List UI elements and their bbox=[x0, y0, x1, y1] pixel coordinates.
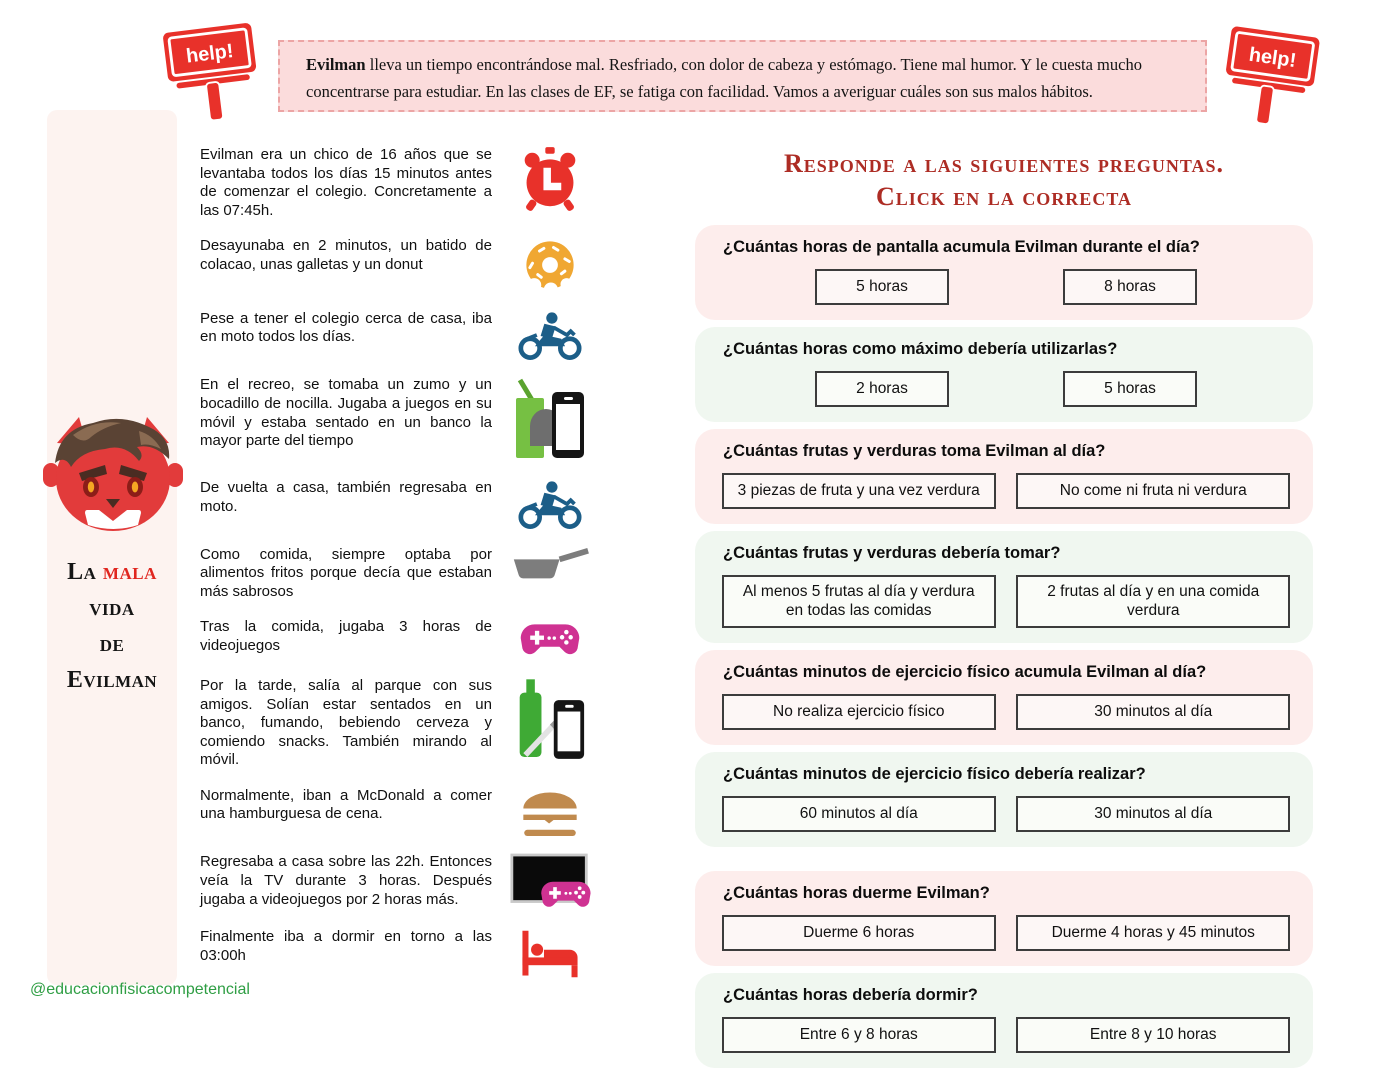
quiz-column bbox=[695, 148, 1313, 1068]
question-text: ¿Cuántas horas de pantalla acumula Evilman durante el día? bbox=[723, 238, 1200, 256]
question-text: ¿Cuántas horas debería dormir? bbox=[723, 985, 978, 1004]
options-row bbox=[715, 575, 1297, 628]
title-evilman: Evilman bbox=[66, 667, 158, 693]
help-sign-icon bbox=[1211, 17, 1328, 134]
option-button[interactable]: 30 minutos al día bbox=[1016, 796, 1290, 832]
question-panel bbox=[695, 531, 1313, 643]
story-text: Tras la comida, jugaba 3 horas de videojuegos bbox=[200, 618, 492, 654]
option-button[interactable]: No realiza ejercicio físico bbox=[722, 694, 996, 730]
option-button[interactable]: No come ni fruta ni verdura bbox=[1016, 473, 1290, 509]
story-text: Finalmente iba a dormir en torno a las 03:00h bbox=[200, 928, 492, 964]
story-item bbox=[200, 146, 598, 220]
svg-text:help!: help! bbox=[1247, 43, 1298, 73]
option-button[interactable]: Entre 8 y 10 horas bbox=[1016, 1017, 1290, 1053]
story-item bbox=[200, 237, 598, 293]
story-item bbox=[200, 479, 598, 529]
options-row bbox=[715, 269, 1297, 305]
option-button[interactable]: 2 frutas al día y en una comida verdura bbox=[1016, 575, 1290, 628]
question-panel bbox=[695, 650, 1313, 745]
story-text: Como comida, siempre optaba por alimentos fritos porque decía que estaban más sabrosos bbox=[200, 545, 492, 600]
question-panel bbox=[695, 973, 1313, 1068]
options-row bbox=[715, 915, 1297, 951]
options-row bbox=[715, 1017, 1297, 1053]
story-item bbox=[200, 787, 598, 837]
option-button[interactable]: Duerme 6 horas bbox=[722, 915, 996, 951]
option-button[interactable]: Entre 6 y 8 horas bbox=[722, 1017, 996, 1053]
story-item bbox=[200, 677, 598, 770]
title-mala: mala bbox=[102, 559, 157, 585]
option-button[interactable]: 30 minutos al día bbox=[1016, 694, 1290, 730]
option-button[interactable]: 60 minutos al día bbox=[722, 796, 996, 832]
option-button[interactable]: 5 horas bbox=[815, 269, 949, 305]
question-text: ¿Cuántas horas como máximo debería utilizarlas? bbox=[723, 340, 1118, 358]
option-button[interactable]: Duerme 4 horas y 45 minutos bbox=[1016, 915, 1290, 951]
bed-icon bbox=[502, 928, 598, 980]
motorcycle-icon bbox=[502, 310, 598, 360]
intro-text: lleva un tiempo encontrándose mal. Resfriado, con dolor de cabeza y estómago. Tiene mal humor. Y le cuesta mucho concentrarse para estudiar. En las clases de EF, se fatiga con facilidad. Vamos a averiguar cuáles son sus malos hábitos. bbox=[306, 55, 1142, 102]
options-row bbox=[715, 796, 1297, 832]
story-text: Regresaba a casa sobre las 22h. Entonces veía la TV durante 3 horas. Después jugaba a videojuegos por 2 horas más. bbox=[200, 853, 492, 908]
title-la: La bbox=[67, 559, 103, 585]
intro-banner bbox=[278, 40, 1207, 112]
option-button[interactable]: 3 piezas de fruta y una vez verdura bbox=[722, 473, 996, 509]
option-button[interactable]: 2 horas bbox=[815, 371, 949, 407]
story-item bbox=[200, 928, 598, 980]
quiz-heading-line2: Click en la correcta bbox=[876, 181, 1132, 211]
story-text: Desayunaba en 2 minutos, un batido de colacao, unas galletas y un donut bbox=[200, 237, 492, 273]
story-item bbox=[200, 376, 598, 462]
donut-icon bbox=[502, 237, 598, 293]
quiz-heading-line1: Responde a las siguientes preguntas. bbox=[783, 149, 1225, 178]
gamepad-icon bbox=[502, 618, 598, 660]
option-button[interactable]: 8 horas bbox=[1063, 269, 1197, 305]
story-text: Por la tarde, salía al parque con sus amigos. Solían estar sentados en un banco, fumando, bebiendo cerveza y comiendo snacks. También mirando al móvil. bbox=[200, 676, 492, 769]
beer-cigarette-phone-icon bbox=[502, 677, 598, 765]
quiz-heading bbox=[695, 148, 1313, 213]
question-text: ¿Cuántas minutos de ejercicio físico debería realizar? bbox=[723, 764, 1146, 783]
frying-pan-icon bbox=[502, 546, 598, 586]
question-panel bbox=[695, 429, 1313, 524]
question-text: ¿Cuántas horas duerme Evilman? bbox=[723, 883, 990, 902]
hamburger-icon bbox=[502, 787, 598, 837]
title-de: de bbox=[99, 631, 125, 657]
options-row bbox=[715, 371, 1297, 407]
tv-gamepad-icon bbox=[502, 853, 598, 911]
story-text: En el recreo, se tomaba un zumo y un bocadillo de nocilla. Jugaba a juegos en su móvil y estaba sentado en un banco la mayor parte del tiempo bbox=[200, 376, 492, 450]
title-vida: vida bbox=[89, 595, 135, 621]
story-item bbox=[200, 618, 598, 660]
story-text: De vuelta a casa, también regresaba en moto. bbox=[200, 479, 492, 515]
story-text: Pese a tener el colegio cerca de casa, iba en moto todos los días. bbox=[200, 309, 492, 346]
svg-text:help!: help! bbox=[184, 40, 235, 68]
story-text: Normalmente, iban a McDonald a comer una hamburguesa de cena. bbox=[200, 786, 492, 823]
question-text: ¿Cuántas minutos de ejercicio físico acumula Evilman al día? bbox=[723, 662, 1207, 681]
motorcycle-icon bbox=[502, 479, 598, 529]
question-panel bbox=[695, 752, 1313, 847]
options-row bbox=[715, 473, 1297, 509]
option-button[interactable]: 5 horas bbox=[1063, 371, 1197, 407]
alarm-clock-icon bbox=[502, 146, 598, 212]
story-text: Evilman era un chico de 16 años que se levantaba todos los días 15 minutos antes de comenzar el colegio. Concretamente a las 07:45h. bbox=[200, 146, 492, 219]
devil-face-icon bbox=[42, 413, 184, 533]
option-button[interactable]: Al menos 5 frutas al día y verdura en todas las comidas bbox=[722, 575, 996, 628]
story-item bbox=[200, 853, 598, 911]
question-text: ¿Cuántas frutas y verduras debería tomar? bbox=[723, 544, 1061, 562]
story-column bbox=[200, 146, 598, 980]
sidebar bbox=[47, 110, 177, 985]
options-row bbox=[715, 694, 1297, 730]
question-text: ¿Cuántas frutas y verduras toma Evilman al día? bbox=[723, 442, 1106, 460]
question-panel bbox=[695, 327, 1313, 422]
story-item bbox=[200, 310, 598, 360]
page-title bbox=[40, 554, 184, 698]
question-panel bbox=[695, 225, 1313, 320]
juice-sandwich-phone-icon bbox=[502, 376, 598, 462]
footer-handle: @educacionfisicacompetencial bbox=[30, 981, 250, 998]
intro-bold-name: Evilman bbox=[306, 55, 366, 74]
question-panel bbox=[695, 871, 1313, 966]
story-item bbox=[200, 546, 598, 602]
